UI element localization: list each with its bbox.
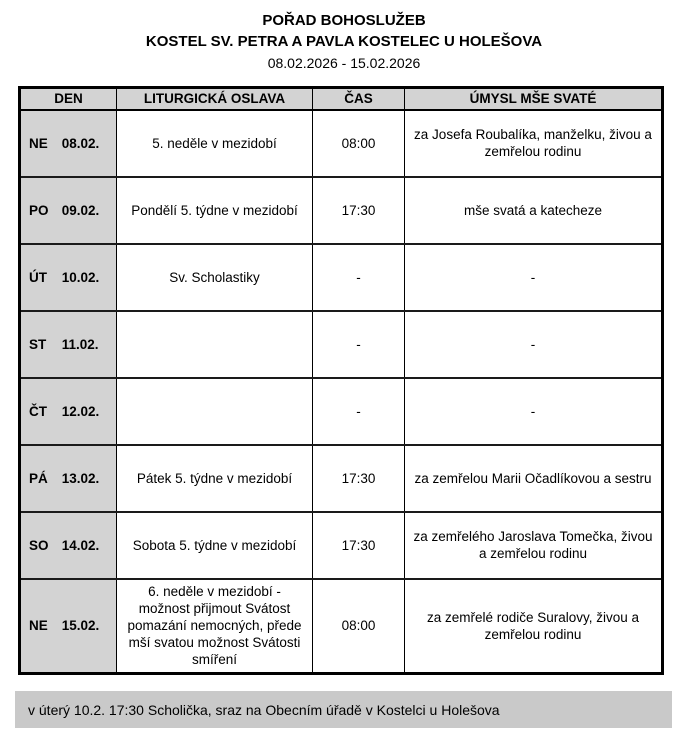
table-row	[20, 177, 663, 244]
schedule-body	[20, 110, 663, 674]
table-row	[20, 244, 663, 311]
time-cell: -	[313, 378, 405, 445]
intention-cell: -	[405, 378, 663, 445]
celebration-cell: 5. neděle v mezidobí	[117, 110, 313, 177]
day-abbr: ČT	[29, 403, 47, 419]
day-date: 12.02.	[61, 403, 100, 419]
time-cell: 08:00	[313, 579, 405, 674]
day-cell	[20, 177, 117, 244]
celebration-cell: 6. neděle v mezidobí - možnost přijmout Svátost pomazání nemocných, přede mší svatou možnost Svátosti smíření	[117, 579, 313, 674]
intention-cell: -	[405, 311, 663, 378]
time-cell: 17:30	[313, 512, 405, 579]
day-date: 10.02.	[61, 269, 100, 285]
table-row	[20, 445, 663, 512]
time-cell: 17:30	[313, 177, 405, 244]
day-date: 14.02.	[61, 537, 100, 553]
day-date: 08.02.	[61, 135, 100, 151]
intention-cell: mše svatá a katecheze	[405, 177, 663, 244]
celebration-cell: Pátek 5. týdne v mezidobí	[117, 445, 313, 512]
day-date: 13.02.	[61, 470, 100, 486]
time-cell: 08:00	[313, 110, 405, 177]
table-row	[20, 579, 663, 674]
day-abbr: PÁ	[29, 470, 48, 486]
celebration-cell: Pondělí 5. týdne v mezidobí	[117, 177, 313, 244]
day-abbr: SO	[29, 537, 49, 553]
intention-cell: -	[405, 244, 663, 311]
day-cell	[20, 311, 117, 378]
day-cell	[20, 445, 117, 512]
footer-note-text: v úterý 10.2. 17:30 Scholička, sraz na Obecním úřadě v Kostelci u Holešova	[28, 701, 500, 718]
table-row	[20, 378, 663, 445]
table-row	[20, 512, 663, 579]
column-header-day: DEN	[20, 88, 117, 110]
time-cell: -	[313, 244, 405, 311]
day-date: 11.02.	[61, 336, 99, 352]
time-cell: 17:30	[313, 445, 405, 512]
intention-cell: za Josefa Roubalíka, manželku, živou a zemřelou rodinu	[405, 110, 663, 177]
document-header	[0, 0, 688, 73]
intention-cell: za zemřelého Jaroslava Tomečka, živou a zemřelou rodinu	[405, 512, 663, 579]
table-row	[20, 311, 663, 378]
day-cell	[20, 512, 117, 579]
column-header-time: ČAS	[313, 88, 405, 110]
day-cell	[20, 378, 117, 445]
celebration-cell	[117, 378, 313, 445]
page-subtitle: KOSTEL SV. PETRA A PAVLA KOSTELEC U HOLEŠOVA	[145, 33, 543, 50]
column-header-celebration: LITURGICKÁ OSLAVA	[117, 88, 313, 110]
day-abbr: ÚT	[29, 269, 47, 285]
day-abbr: ST	[29, 336, 47, 352]
column-header-intention: ÚMYSL MŠE SVATÉ	[405, 88, 663, 110]
celebration-cell	[117, 311, 313, 378]
table-row	[20, 110, 663, 177]
day-abbr: NE	[29, 618, 48, 634]
time-cell: -	[313, 311, 405, 378]
celebration-cell: Sobota 5. týdne v mezidobí	[117, 512, 313, 579]
date-range: 08.02.2026 - 15.02.2026	[267, 55, 421, 71]
day-cell	[20, 110, 117, 177]
intention-cell: za zemřelé rodiče Suralovy, živou a zemřelou rodinu	[405, 579, 663, 674]
day-abbr: PO	[29, 202, 49, 218]
table-header-row	[20, 88, 663, 110]
day-cell	[20, 244, 117, 311]
day-cell	[20, 579, 117, 674]
page-title: POŘAD BOHOSLUŽEB	[262, 12, 426, 29]
day-date: 15.02.	[61, 618, 100, 634]
day-date: 09.02.	[61, 202, 100, 218]
celebration-cell: Sv. Scholastiky	[117, 244, 313, 311]
schedule-table	[18, 86, 664, 675]
footer-note-bar	[15, 691, 672, 728]
intention-cell: za zemřelou Marii Očadlíkovou a sestru	[405, 445, 663, 512]
day-abbr: NE	[29, 135, 48, 151]
